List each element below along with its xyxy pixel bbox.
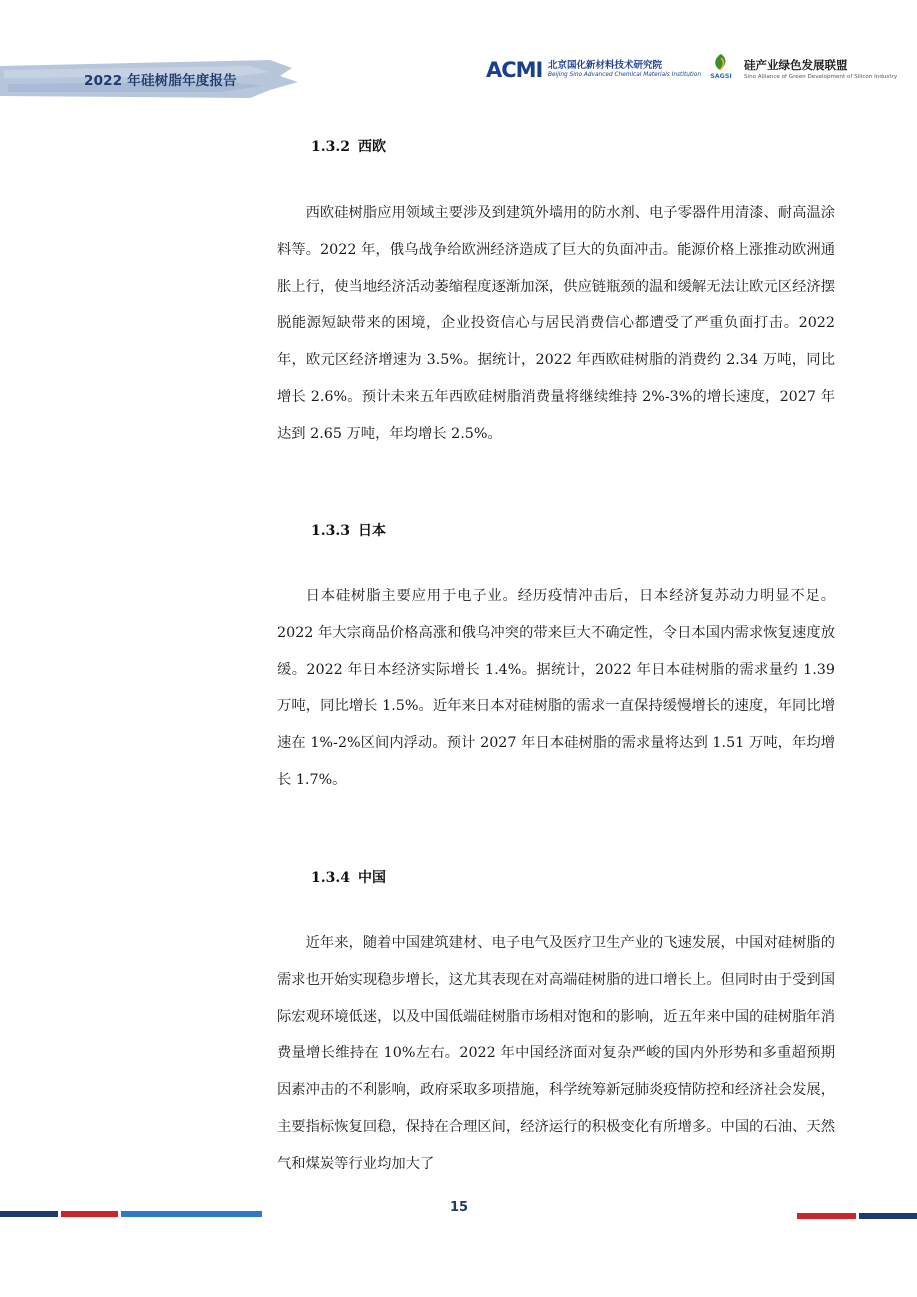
section-title: 日本 bbox=[357, 523, 386, 539]
page-number: 15 bbox=[449, 1200, 469, 1215]
paragraph-china: 近年来，随着中国建筑建材、电子电气及医疗卫生产业的飞速发展，中国对硅树脂的需求也开始实现稳步增长，这尤其表现在对高端硅树脂的进口增长上。但同时由于受到国际宏观环境低迷，以及中国低端硅树脂市场相对饱和的影响，近五年来中国的硅树脂年消费量增长维持在 10%左右。2022 年中国经济面对复杂严峻的国内外形势和多重超预期因素冲击的不利影响，政府采取多项措施，科学统筹新冠肺炎疫情防控和经济社会发展，主要指标恢复回稳，保持在合理区间，经济运行的积极变化有所增多。中国的石油、天然气和煤炭等行业均加大了 bbox=[277, 935, 835, 1172]
paragraph-western-europe: 西欧硅树脂应用领域主要涉及到建筑外墙用的防水剂、电子零器件用清漆、耐高温涂料等。2022 年，俄乌战争给欧洲经济造成了巨大的负面冲击。能源价格上涨推动欧洲通胀上行，使当地经济活动萎缩程度逐渐加深，供应链瓶颈的温和缓解无法让欧元区经济摆脱能源短缺带来的困境，企业投资信心与居民消费信心都遭受了严重负面打击。2022 年，欧元区经济增速为 3.5%。据统计，2022 年西欧硅树脂的消费约 2.34 万吨，同比增长 2.6%。预计未来五年西欧硅树脂消费量将继续维持 2%-3%的增长速度，2027 年达到 2.65 万吨，年均增长 2.5%。 bbox=[277, 205, 835, 442]
sagsi-name-en: Sino Alliance of Green Development of Silicon Industry bbox=[744, 74, 898, 80]
report-title: 2022 年硅树脂年度报告 bbox=[84, 73, 237, 89]
section-title: 中国 bbox=[357, 870, 386, 886]
footer-bar-red-left bbox=[61, 1211, 118, 1217]
svg-text:ACMI: ACMI bbox=[486, 58, 543, 80]
sagsi-alliance-name bbox=[744, 57, 897, 80]
acmi-institution-name bbox=[548, 57, 704, 78]
footer-bar-blue-left bbox=[121, 1211, 262, 1217]
footer-bar-navy-left bbox=[0, 1211, 58, 1217]
acmi-name-cn: 北京国化新材料技术研究院 bbox=[548, 60, 663, 71]
section-heading-china bbox=[311, 867, 386, 887]
acmi-name-en: Beijing Sino Advanced Chemical Materials Institution bbox=[548, 72, 701, 78]
section-heading-japan bbox=[311, 520, 386, 540]
footer-bar-red-right bbox=[797, 1213, 856, 1219]
section-number: 1.3.2 bbox=[311, 139, 350, 155]
section-number: 1.3.4 bbox=[311, 870, 350, 886]
footer-bar-navy-right bbox=[859, 1213, 917, 1219]
section-heading-western-europe bbox=[311, 136, 386, 156]
sagsi-logo-label: SAGSI bbox=[710, 73, 732, 80]
section-number: 1.3.3 bbox=[311, 523, 350, 539]
paragraph-japan: 日本硅树脂主要应用于电子业。经历疫情冲击后，日本经济复苏动力明显不足。2022 年大宗商品价格高涨和俄乌冲突的带来巨大不确定性，令日本国内需求恢复速度放缓。2022 年日本经济实际增长 1.4%。据统计，2022 年日本硅树脂的需求量约 1.39 万吨，同比增长 1.5%。近年来日本对硅树脂的需求一直保持缓慢增长的速度，年同比增速在 1%-2%区间内浮动。预计 2027 年日本硅树脂的需求量将达到 1.51 万吨，年均增长 1.7%。 bbox=[277, 588, 835, 788]
acmi-logo bbox=[486, 58, 546, 80]
sagsi-name-cn: 硅产业绿色发展联盟 bbox=[744, 58, 848, 72]
section-title: 西欧 bbox=[357, 139, 386, 155]
